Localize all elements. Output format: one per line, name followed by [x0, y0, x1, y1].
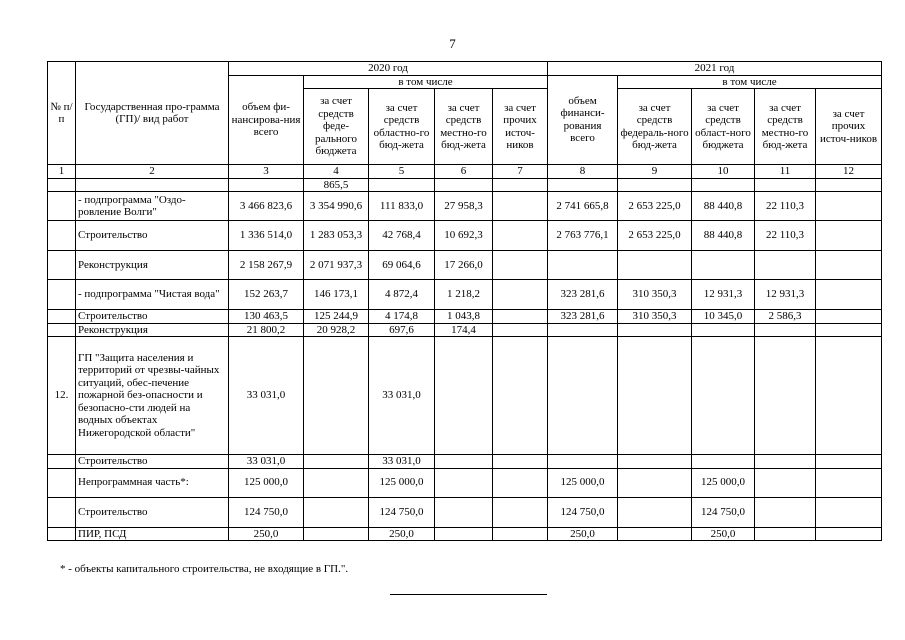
row-name: ПИР, ПСД: [76, 527, 229, 541]
cell-value: 17 266,0: [435, 251, 493, 280]
header-total-2020: объем фи-нансирова-ния всего: [229, 75, 304, 165]
cell-value: [493, 323, 548, 337]
cell-value: 323 281,6: [548, 280, 618, 310]
cell-value: 250,0: [229, 527, 304, 541]
cell-value: [816, 455, 882, 469]
cell-value: 88 440,8: [692, 221, 755, 251]
cell-value: 2 763 776,1: [548, 221, 618, 251]
cell-value: [304, 337, 369, 455]
cell-value: 125 244,9: [304, 310, 369, 324]
cell-value: [493, 310, 548, 324]
cell-value: [755, 323, 816, 337]
header-regional-2020: за счет средств областно-го бюд-жета: [369, 89, 435, 165]
col-index: 2: [76, 165, 229, 179]
cell-value: [493, 527, 548, 541]
cell-value: 125 000,0: [692, 468, 755, 497]
header-program: Государственная про-грамма (ГП)/ вид работ: [76, 62, 229, 165]
cell-value: 2 071 937,3: [304, 251, 369, 280]
cell-value: [493, 192, 548, 221]
cell-value: [435, 468, 493, 497]
header-regional-2021: за счет средств област-ного бюджета: [692, 89, 755, 165]
cell-value: [755, 497, 816, 527]
header-year-2021: 2021 год: [548, 62, 882, 76]
header-year-2020: 2020 год: [229, 62, 548, 76]
footnote: * - объекты капитального строительства, не входящие в ГП.".: [60, 563, 349, 575]
cell-value: [369, 178, 435, 192]
cell-value: 323 281,6: [548, 310, 618, 324]
row-number: [48, 178, 76, 192]
row-number: [48, 251, 76, 280]
cell-value: [548, 323, 618, 337]
cell-value: [435, 527, 493, 541]
cell-value: 125 000,0: [369, 468, 435, 497]
cell-value: [755, 337, 816, 455]
col-index: 3: [229, 165, 304, 179]
cell-value: [304, 468, 369, 497]
cell-value: 12 931,3: [692, 280, 755, 310]
header-total-2021: объем финанси-рования всего: [548, 75, 618, 165]
cell-value: 10 345,0: [692, 310, 755, 324]
cell-value: [692, 251, 755, 280]
table-row: [48, 280, 882, 310]
cell-value: [816, 468, 882, 497]
cell-value: [618, 497, 692, 527]
cell-value: [692, 455, 755, 469]
cell-value: 1 043,8: [435, 310, 493, 324]
header-local-2021: за счет средств местно-го бюд-жета: [755, 89, 816, 165]
cell-value: [304, 455, 369, 469]
table-row: [48, 178, 882, 192]
row-name: ГП "Защита населения и территорий от чрезвы-чайных ситуаций, обес-печение пожарной без-опасности и безопасно-сти людей на водных объектах Нижегородской области": [76, 337, 229, 455]
cell-value: 27 958,3: [435, 192, 493, 221]
cell-value: [435, 337, 493, 455]
cell-value: 2 741 665,8: [548, 192, 618, 221]
cell-value: 10 692,3: [435, 221, 493, 251]
cell-value: 69 064,6: [369, 251, 435, 280]
row-number: 12.: [48, 337, 76, 455]
cell-value: [618, 323, 692, 337]
cell-value: [618, 468, 692, 497]
row-name: - подпрограмма "Оздо-ровление Волги": [76, 192, 229, 221]
cell-value: [493, 455, 548, 469]
table-row: [48, 323, 882, 337]
row-number: [48, 468, 76, 497]
cell-value: [816, 251, 882, 280]
cell-value: 1 336 514,0: [229, 221, 304, 251]
cell-value: 21 800,2: [229, 323, 304, 337]
col-index: 5: [369, 165, 435, 179]
row-number: [48, 310, 76, 324]
row-name: Строительство: [76, 455, 229, 469]
page-number: 7: [449, 36, 456, 51]
cell-value: [816, 497, 882, 527]
cell-value: 4 174,8: [369, 310, 435, 324]
cell-value: 310 350,3: [618, 280, 692, 310]
cell-value: [493, 221, 548, 251]
cell-value: 2 586,3: [755, 310, 816, 324]
row-name: Реконструкция: [76, 323, 229, 337]
cell-value: [435, 178, 493, 192]
cell-value: 124 750,0: [369, 497, 435, 527]
cell-value: 130 463,5: [229, 310, 304, 324]
cell-value: 33 031,0: [369, 337, 435, 455]
cell-value: [493, 178, 548, 192]
cell-value: [229, 178, 304, 192]
cell-value: 33 031,0: [369, 455, 435, 469]
cell-value: 250,0: [548, 527, 618, 541]
row-name: Строительство: [76, 497, 229, 527]
cell-value: [493, 468, 548, 497]
cell-value: [435, 455, 493, 469]
cell-value: [755, 178, 816, 192]
row-name: Непрограммная часть*:: [76, 468, 229, 497]
cell-value: [548, 455, 618, 469]
cell-value: 124 750,0: [692, 497, 755, 527]
row-name: Строительство: [76, 310, 229, 324]
cell-value: 124 750,0: [548, 497, 618, 527]
cell-value: 3 354 990,6: [304, 192, 369, 221]
cell-value: 42 768,4: [369, 221, 435, 251]
cell-value: 88 440,8: [692, 192, 755, 221]
cell-value: 1 218,2: [435, 280, 493, 310]
cell-value: 33 031,0: [229, 455, 304, 469]
cell-value: 1 283 053,3: [304, 221, 369, 251]
header-other-2020: за счет прочих источ-ников: [493, 89, 548, 165]
table-row: [48, 468, 882, 497]
cell-value: [755, 468, 816, 497]
table-row: [48, 310, 882, 324]
cell-value: 865,5: [304, 178, 369, 192]
cell-value: 4 872,4: [369, 280, 435, 310]
cell-value: [493, 337, 548, 455]
row-number: [48, 323, 76, 337]
cell-value: [816, 178, 882, 192]
col-index: 9: [618, 165, 692, 179]
cell-value: 2 653 225,0: [618, 221, 692, 251]
header-including-2021: в том числе: [618, 75, 882, 89]
cell-value: 12 931,3: [755, 280, 816, 310]
row-name: [76, 178, 229, 192]
cell-value: [493, 497, 548, 527]
cell-value: [493, 280, 548, 310]
cell-value: 125 000,0: [548, 468, 618, 497]
cell-value: [304, 497, 369, 527]
cell-value: 697,6: [369, 323, 435, 337]
cell-value: [548, 337, 618, 455]
cell-value: [816, 310, 882, 324]
header-other-2021: за счет прочих источ-ников: [816, 89, 882, 165]
col-index: 4: [304, 165, 369, 179]
cell-value: 2 653 225,0: [618, 192, 692, 221]
header-including-2020: в том числе: [304, 75, 548, 89]
header-federal-2021: за счет средств федераль-ного бюд-жета: [618, 89, 692, 165]
table-row: [48, 527, 882, 541]
cell-value: [548, 251, 618, 280]
cell-value: [618, 337, 692, 455]
cell-value: 125 000,0: [229, 468, 304, 497]
cell-value: 20 928,2: [304, 323, 369, 337]
cell-value: 22 110,3: [755, 221, 816, 251]
cell-value: [755, 455, 816, 469]
row-number: [48, 221, 76, 251]
row-number: [48, 192, 76, 221]
cell-value: [618, 251, 692, 280]
table-row: [48, 221, 882, 251]
cell-value: 146 173,1: [304, 280, 369, 310]
table-row: [48, 497, 882, 527]
header-num: № п/ п: [48, 62, 76, 165]
separator-line: [390, 594, 547, 595]
table-row: [48, 455, 882, 469]
cell-value: 152 263,7: [229, 280, 304, 310]
col-index: 10: [692, 165, 755, 179]
cell-value: 124 750,0: [229, 497, 304, 527]
table-row: [48, 251, 882, 280]
cell-value: 2 158 267,9: [229, 251, 304, 280]
col-index: 8: [548, 165, 618, 179]
row-number: [48, 280, 76, 310]
cell-value: [816, 280, 882, 310]
col-index: 7: [493, 165, 548, 179]
cell-value: 22 110,3: [755, 192, 816, 221]
cell-value: [755, 527, 816, 541]
cell-value: 33 031,0: [229, 337, 304, 455]
row-name: - подпрограмма "Чистая вода": [76, 280, 229, 310]
cell-value: [816, 337, 882, 455]
row-name: Строительство: [76, 221, 229, 251]
row-number: [48, 497, 76, 527]
cell-value: 310 350,3: [618, 310, 692, 324]
cell-value: [618, 178, 692, 192]
cell-value: [816, 192, 882, 221]
table-row: [48, 192, 882, 221]
col-index: 12: [816, 165, 882, 179]
cell-value: [692, 178, 755, 192]
col-index: 1: [48, 165, 76, 179]
cell-value: [692, 337, 755, 455]
header-local-2020: за счет средств местно-го бюд-жета: [435, 89, 493, 165]
cell-value: [692, 323, 755, 337]
cell-value: [435, 497, 493, 527]
cell-value: [618, 455, 692, 469]
cell-value: [755, 251, 816, 280]
cell-value: [816, 323, 882, 337]
cell-value: [493, 251, 548, 280]
col-index: 6: [435, 165, 493, 179]
table-row: [48, 337, 882, 455]
cell-value: [618, 527, 692, 541]
cell-value: 111 833,0: [369, 192, 435, 221]
row-name: Реконструкция: [76, 251, 229, 280]
cell-value: [548, 178, 618, 192]
col-index: 11: [755, 165, 816, 179]
row-number: [48, 455, 76, 469]
cell-value: 250,0: [692, 527, 755, 541]
cell-value: [816, 221, 882, 251]
cell-value: 174,4: [435, 323, 493, 337]
row-number: [48, 527, 76, 541]
cell-value: [816, 527, 882, 541]
cell-value: 250,0: [369, 527, 435, 541]
cell-value: [304, 527, 369, 541]
financing-table: [47, 61, 882, 541]
header-federal-2020: за счет средств феде-рального бюджета: [304, 89, 369, 165]
cell-value: 3 466 823,6: [229, 192, 304, 221]
